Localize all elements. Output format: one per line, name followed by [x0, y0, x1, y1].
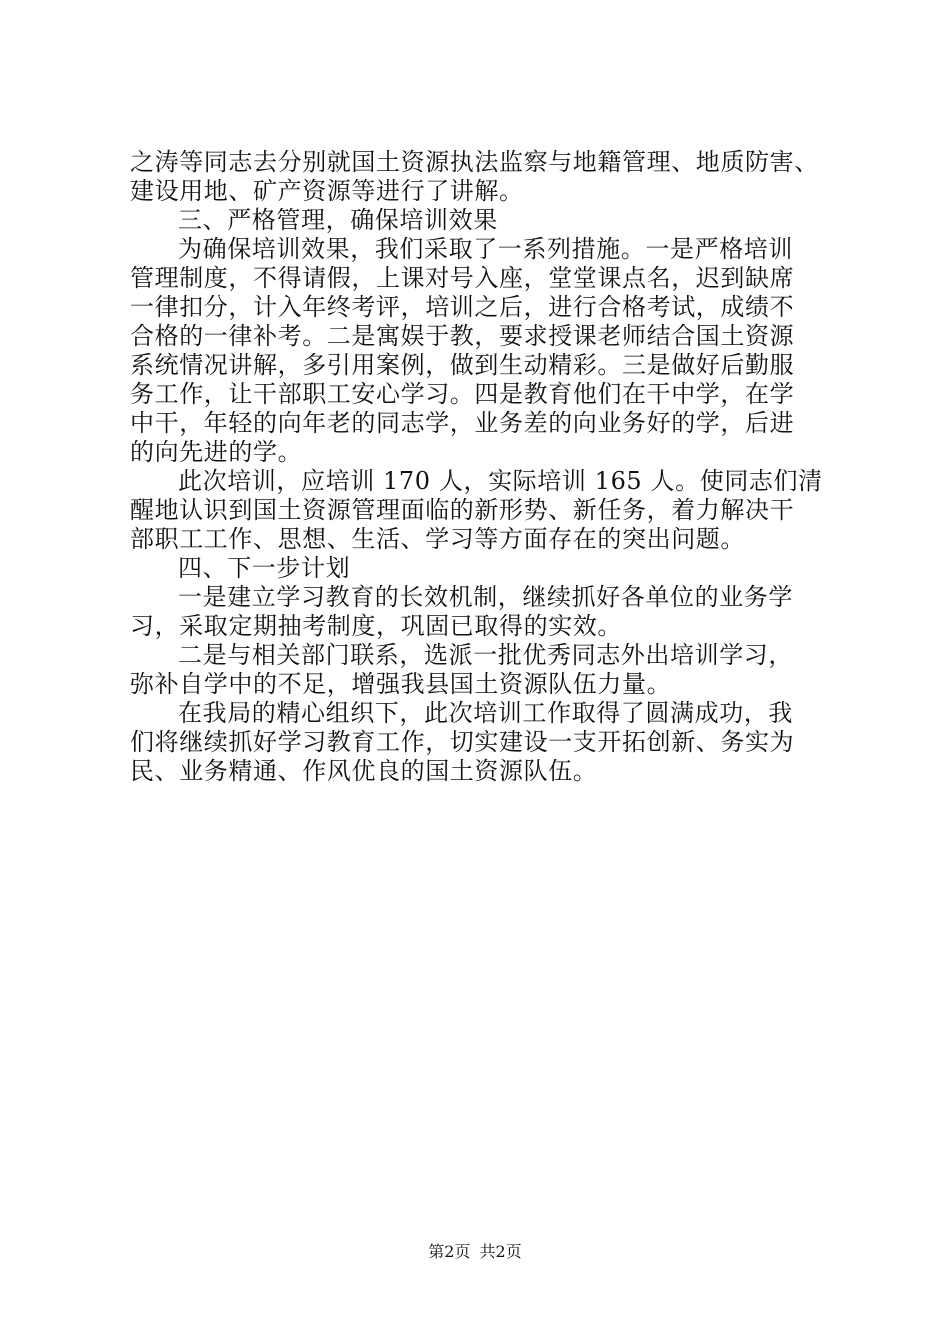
section-heading: 四、下一步计划 — [178, 554, 351, 582]
body-line: 醒地认识到国土资源管理面临的新形势、新任务，着力解决干 — [130, 496, 795, 524]
section-heading: 三、严格管理，确保培训效果 — [178, 206, 498, 234]
body-line: 之涛等同志去分别就国土资源执法监察与地籍管理、地质防害、 — [130, 148, 819, 176]
body-line: 部职工工作、思想、生活、学习等方面存在的突出问题。 — [130, 525, 745, 553]
body-line: 合格的一律补考。二是寓娱于教，要求授课老师结合国土资源 — [130, 322, 795, 350]
body-line: 一律扣分，计入年终考评，培训之后，进行合格考试，成绩不 — [130, 293, 795, 321]
body-line: 系统情况讲解，多引用案例，做到生动精彩。三是做好后勤服 — [130, 351, 795, 379]
body-line: 二是与相关部门联系，选派一批优秀同志外出培训学习， — [178, 641, 793, 669]
body-line: 建设用地、矿产资源等进行了讲解。 — [130, 177, 524, 205]
body-line: 们将继续抓好学习教育工作，切实建设一支开拓创新、务实为 — [130, 728, 795, 756]
document-body — [130, 148, 830, 786]
body-line: 弥补自学中的不足，增强我县国土资源队伍力量。 — [130, 670, 672, 698]
body-line: 民、业务精通、作风优良的国土资源队伍。 — [130, 757, 598, 785]
body-line: 中干，年轻的向年老的同志学，业务差的向业务好的学，后进 — [130, 409, 795, 437]
page-number: 第2页 — [428, 1242, 471, 1261]
body-line: 的向先进的学。 — [130, 438, 303, 466]
page-footer — [0, 1242, 950, 1262]
body-line: 此次培训，应培训 170 人，实际培训 165 人。使同志们清 — [178, 467, 823, 495]
body-line: 为确保培训效果，我们采取了一系列措施。一是严格培训 — [178, 235, 793, 263]
body-line: 务工作，让干部职工安心学习。四是教育他们在干中学，在学 — [130, 380, 795, 408]
body-line: 管理制度，不得请假，上课对号入座，堂堂课点名，迟到缺席 — [130, 264, 795, 292]
body-line: 习，采取定期抽考制度，巩固已取得的实效。 — [130, 612, 622, 640]
body-line: 在我局的精心组织下，此次培训工作取得了圆满成功，我 — [178, 699, 793, 727]
body-line: 一是建立学习教育的长效机制，继续抓好各单位的业务学 — [178, 583, 793, 611]
page-total: 共2页 — [479, 1242, 522, 1261]
